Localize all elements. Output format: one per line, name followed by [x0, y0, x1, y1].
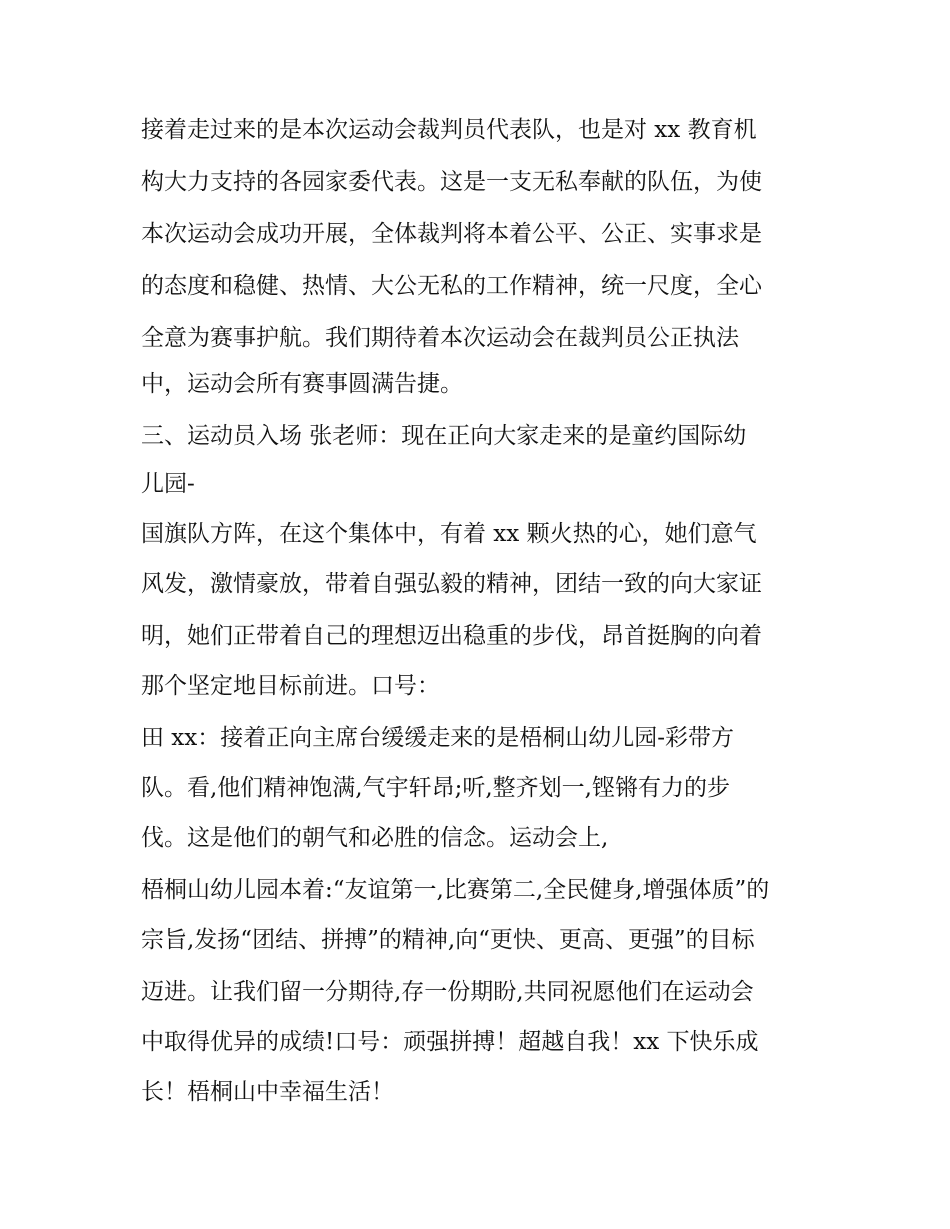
text-line: 梧桐山幼儿园本着:“友谊第一,比赛第二,全民健身,增强体质”的	[141, 877, 770, 903]
text-line: 迈进。让我们留一分期待,存一份期盼,共同祝愿他们在运动会	[141, 979, 754, 1005]
text-line: 儿园-	[141, 471, 195, 497]
text-line: 宗旨,发扬“团结、拼搏”的精神,向“更快、更高、更强”的目标	[141, 927, 755, 953]
text-line: 构大力支持的各园家委代表。这是一支无私奉献的队伍，为使	[141, 169, 762, 195]
text-line: 伐。这是他们的朝气和必胜的信念。运动会上,	[141, 825, 609, 851]
text-line: 风发，激情豪放，带着自强弘毅的精神，团结一致的向大家证	[141, 571, 762, 597]
text-line: 三、运动员入场 张老师：现在正向大家走来的是童约国际幼	[141, 423, 747, 449]
text-line: 全意为赛事护航。我们期待着本次运动会在裁判员公正执法	[141, 325, 739, 351]
text-line: 明，她们正带着自己的理想迈出稳重的步伐，昂首挺胸的向着	[141, 623, 762, 649]
text-line: 中，运动会所有赛事圆满告捷。	[141, 371, 463, 397]
text-line: 田 xx：接着正向主席台缓缓走来的是梧桐山幼儿园-彩带方	[141, 725, 735, 751]
text-line: 中取得优异的成绩!口号：顽强拼搏！超越自我！xx 下快乐成	[141, 1029, 759, 1055]
text-line: 接着走过来的是本次运动会裁判员代表队，也是对 xx 教育机	[141, 117, 757, 143]
text-line: 队。看,他们精神饱满,气宇轩昂;听,整齐划一,铿锵有力的步	[141, 775, 730, 801]
text-line: 本次运动会成功开展，全体裁判将本着公平、公正、实事求是	[141, 221, 762, 247]
text-line: 国旗队方阵，在这个集体中，有着 xx 颗火热的心，她们意气	[141, 521, 757, 547]
text-line: 长！梧桐山中幸福生活！	[141, 1079, 394, 1105]
text-line: 的态度和稳健、热情、大公无私的工作精神，统一尺度，全心	[141, 273, 762, 299]
text-line: 那个坚定地目标前进。口号：	[141, 673, 440, 699]
